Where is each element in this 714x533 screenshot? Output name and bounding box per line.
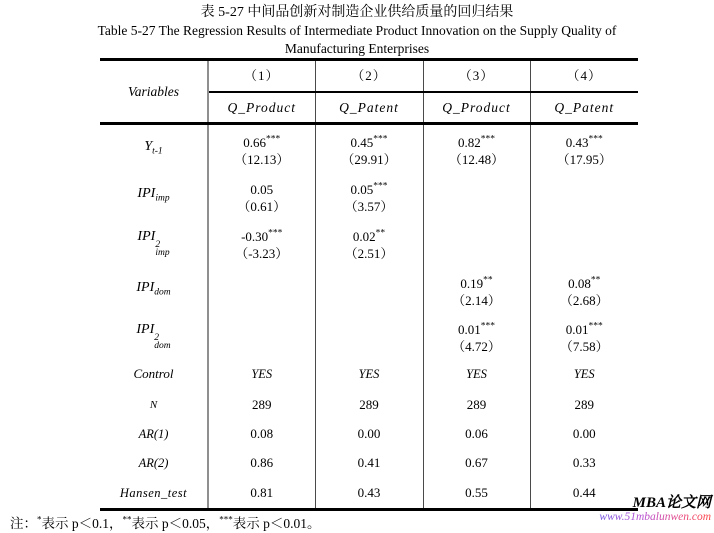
significance-stars: *** [480, 134, 495, 145]
watermark [599, 495, 711, 524]
t-statistic: （0.61） [237, 198, 287, 214]
variable-label-cell [100, 266, 208, 313]
note-prefix: 注： [10, 516, 37, 531]
cell-value: 0.55 [423, 478, 530, 510]
coefficient [531, 317, 639, 338]
coefficient [209, 130, 315, 151]
coef-value: 0.08 [568, 275, 591, 291]
variable-label-cell [100, 124, 208, 173]
empty-cell [315, 313, 423, 358]
empty-cell [208, 266, 315, 313]
variable-subscript: imp [155, 248, 170, 258]
coef-value: 0.01 [458, 321, 481, 337]
empty-cell [530, 172, 638, 219]
row-label: Control [100, 358, 208, 390]
coefficient [424, 130, 530, 151]
cell-value: YES [315, 358, 423, 390]
variable-label-cell [100, 219, 208, 266]
coef-cell [530, 124, 638, 173]
t-statistic: （2.68） [559, 292, 609, 308]
t-statistic: （2.14） [452, 292, 501, 308]
coef-cell [530, 313, 638, 358]
cell-value: 0.86 [208, 448, 315, 478]
coef-value: 0.05 [350, 181, 374, 197]
variable-label: IPI [136, 322, 155, 337]
coef-value: 0.82 [458, 134, 481, 150]
coef-value: 0.66 [243, 134, 266, 150]
significance-stars: *** [266, 134, 281, 145]
row-ipi-dom-squared [100, 313, 638, 358]
cell-value: 0.08 [208, 419, 315, 448]
coefficient [424, 271, 530, 292]
coef-cell [315, 219, 423, 266]
coef-value: 0.05 [250, 181, 274, 197]
variables-header-cell: Variables [100, 60, 208, 124]
variable-subscript: t-1 [152, 146, 163, 157]
header-row-model-numbers [100, 60, 638, 93]
significance-stars: *** [373, 181, 388, 192]
coefficient [209, 224, 315, 245]
cell-value: 0.06 [423, 419, 530, 448]
variable-label-cell [100, 172, 208, 219]
significance-stars: *** [373, 134, 388, 145]
cell-value: 0.33 [572, 455, 596, 470]
cell-value: 289 [208, 390, 315, 419]
note-text-3: 表示 p＜0.01。 [232, 516, 321, 531]
coef-cell [208, 172, 315, 219]
t-statistic: （2.51） [344, 245, 394, 261]
coef-value: 0.43 [565, 134, 589, 150]
variable-label: Y [144, 138, 153, 154]
row-ipi-dom [100, 266, 638, 313]
coef-cell [208, 219, 315, 266]
dep-var-4: Q_Patent [530, 92, 638, 124]
significance-stars: *** [268, 228, 283, 239]
dep-var-3: Q_Product [423, 92, 530, 124]
cell-value: YES [208, 358, 315, 390]
row-ar1 [100, 419, 638, 448]
cell-value: 0.44 [572, 485, 596, 500]
model-number-2: （2） [315, 60, 423, 93]
table-title-english-line2: Manufacturing Enterprises [284, 41, 430, 56]
empty-cell [530, 219, 638, 266]
coefficient [424, 317, 530, 338]
empty-cell [423, 172, 530, 219]
cell-value: 0.67 [423, 448, 530, 478]
coef-value: 0.45 [350, 134, 374, 150]
regression-results-table [100, 58, 638, 511]
coefficient [209, 177, 315, 198]
cell-value: YES [573, 367, 595, 381]
cell-value: 0.43 [315, 478, 423, 510]
empty-cell [315, 266, 423, 313]
significance-stars: *** [588, 134, 603, 145]
variable-label-cell [100, 313, 208, 358]
row-lagged-dependent [100, 124, 638, 173]
coef-cell [315, 124, 423, 173]
watermark-brand: MBA论文网 [632, 495, 711, 511]
watermark-url: www.51mbalunwen.com [599, 511, 711, 523]
coef-value: 0.01 [565, 321, 589, 337]
significance-stars: *** [588, 321, 603, 332]
dep-var-1: Q_Product [208, 92, 315, 124]
coef-cell [423, 313, 530, 358]
coefficient [531, 271, 639, 292]
coef-value: 0.19 [460, 275, 484, 291]
variable-superscript: 2 [155, 240, 161, 250]
significance-stars: ** [375, 228, 386, 239]
variable-subscript: dom [154, 341, 171, 351]
note-star-3: *** [219, 514, 233, 525]
t-statistic: （12.13） [234, 151, 290, 167]
t-statistic: （17.95） [556, 151, 612, 167]
variable-sup-sub [155, 241, 169, 257]
coef-cell [208, 124, 315, 173]
empty-cell [423, 219, 530, 266]
significance-stars: *** [480, 321, 495, 332]
significance-stars: ** [590, 275, 601, 286]
cell-value: 0.00 [315, 419, 423, 448]
cell-value: 0.81 [208, 478, 315, 510]
row-ipi-imp-squared [100, 219, 638, 266]
table-title-english-line1: Table 5-27 The Regression Results of Intermediate Product Innovation on the Supply Quality of [97, 23, 617, 38]
coef-cell [423, 266, 530, 313]
variable-subscript: dom [154, 287, 171, 298]
row-hansen-test [100, 478, 638, 510]
cell-value: 0.00 [572, 425, 596, 441]
coefficient [531, 130, 639, 151]
note-text-1: 表示 p＜0.1， [41, 516, 123, 531]
model-number-1: （1） [208, 60, 315, 93]
row-control [100, 358, 638, 390]
row-label: AR(2) [100, 448, 208, 478]
t-statistic: （12.48） [448, 151, 505, 167]
coef-cell [315, 172, 423, 219]
empty-cell [208, 313, 315, 358]
dep-var-2: Q_Patent [315, 92, 423, 124]
model-number-3: （3） [423, 60, 530, 93]
coefficient [316, 177, 423, 198]
coef-value: -0.30 [241, 228, 269, 244]
t-statistic: （7.58） [559, 338, 609, 354]
note-text-2: 表示 p＜0.05， [131, 516, 220, 531]
t-statistic: （29.91） [341, 151, 397, 167]
t-statistic: （3.57） [344, 198, 394, 214]
variable-sup-sub [154, 334, 170, 350]
t-statistic: （-3.23） [235, 245, 289, 261]
cell-value: 0.41 [315, 448, 423, 478]
note-star-1: * [37, 514, 42, 525]
variable-label: IPI [137, 229, 156, 244]
row-ipi-imp [100, 172, 638, 219]
cell-value: 289 [315, 390, 423, 419]
row-label: AR(1) [100, 419, 208, 448]
significance-stars: ** [483, 275, 493, 286]
row-label: Hansen_test [100, 478, 208, 510]
variable-subscript: imp [155, 193, 170, 204]
coef-cell [530, 266, 638, 313]
variable-label: IPI [137, 185, 156, 201]
row-ar2 [100, 448, 638, 478]
coefficient [316, 224, 423, 245]
variable-superscript: 2 [154, 333, 159, 343]
cell-value: 289 [574, 396, 594, 412]
t-statistic: （4.72） [452, 338, 501, 354]
coef-value: 0.02 [352, 228, 376, 244]
note-star-2: ** [122, 514, 132, 525]
coefficient [316, 130, 423, 151]
row-label: N [100, 390, 208, 419]
row-observations [100, 390, 638, 419]
cell-value: 289 [423, 390, 530, 419]
model-number-4: （4） [530, 60, 638, 93]
variable-label: IPI [136, 279, 155, 295]
cell-value: YES [423, 358, 530, 390]
table-title-chinese: 表 5-27 中间品创新对制造企业供给质量的回归结果 [200, 5, 514, 20]
coef-cell [423, 124, 530, 173]
